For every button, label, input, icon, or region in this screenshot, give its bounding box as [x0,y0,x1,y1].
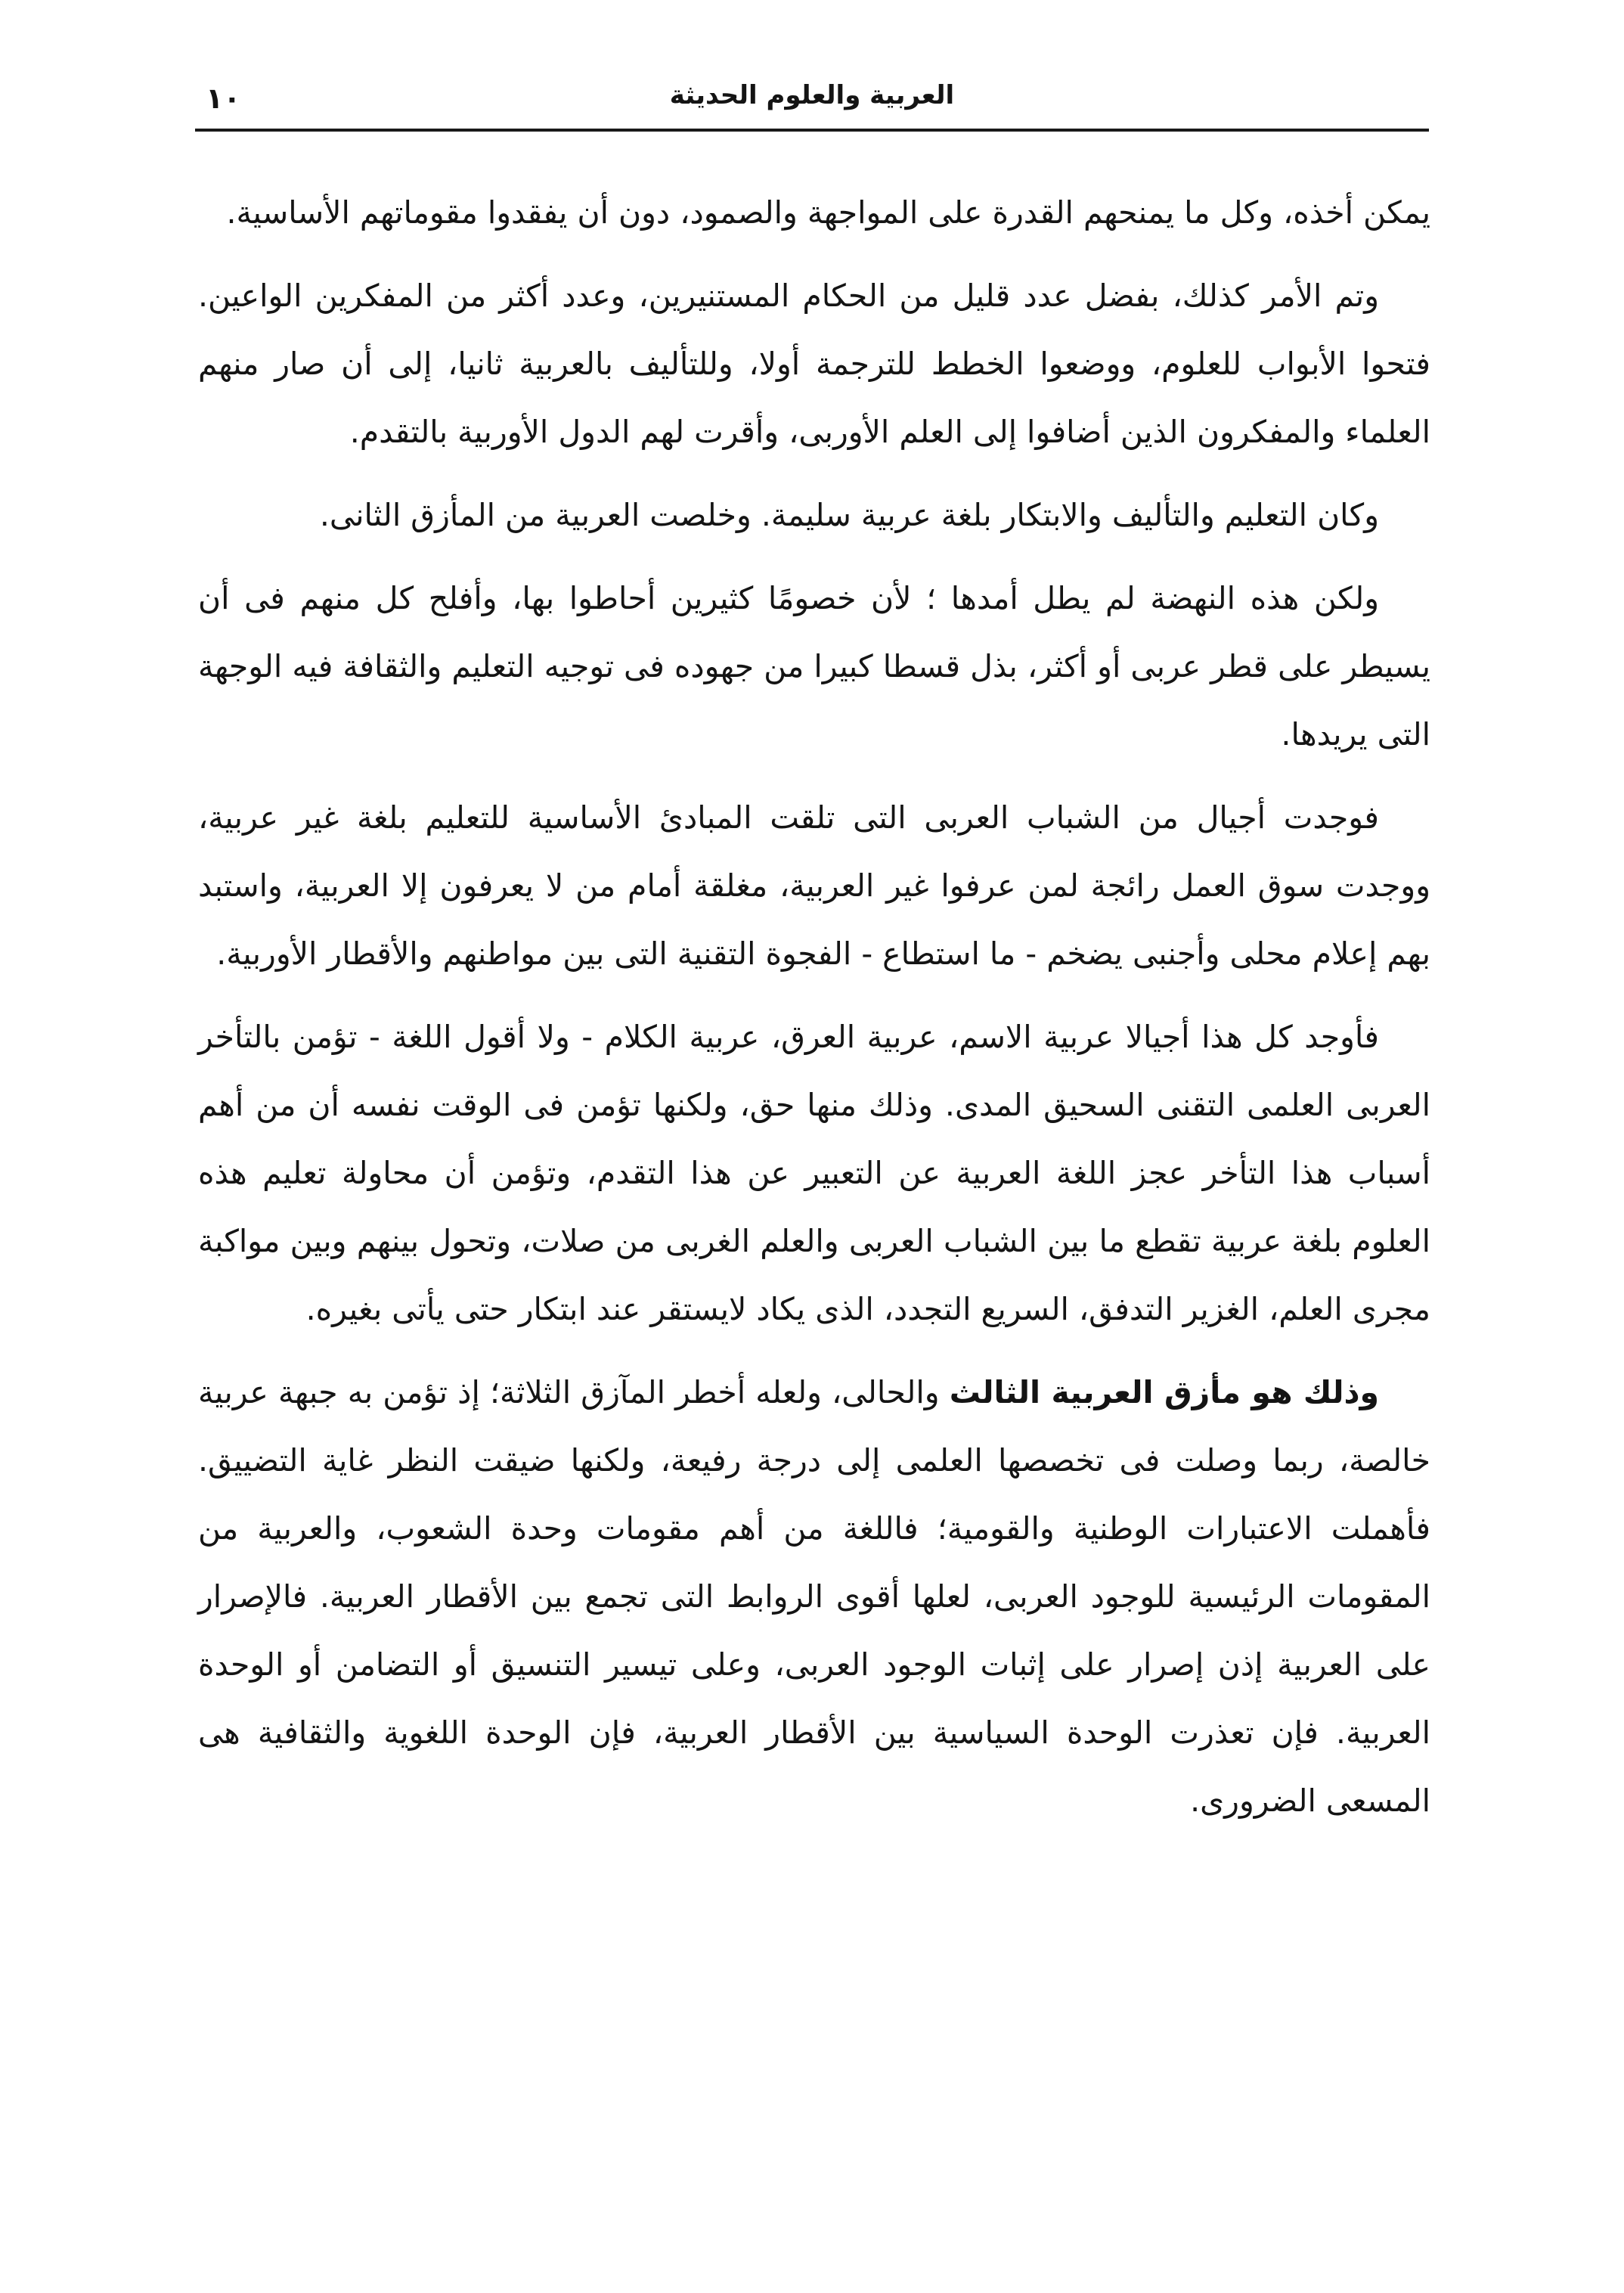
paragraph-5: فوجدت أجيال من الشباب العربى التى تلقت المبادئ الأساسية للتعليم بلغة غير عربية، ووجدت سوق العمل رائجة لمن عرفوا غير العربية، مغلقة أمام من لا يعرفون إلا العربية، واستبد بهم إعلام محلى وأجنبى يضخم - ما استطاع - الفجوة التقنية التى بين مواطنهم والأقطار الأوربية. [198,799,1430,972]
paragraph-7-lead: وذلك هو مأزق العربية الثالث [949,1374,1379,1410]
page-header [195,79,1429,124]
paragraph-1: يمكن أخذه، وكل ما يمنحهم القدرة على المواجهة والصمود، دون أن يفقدوا مقوماتهم الأساسية. [226,194,1430,231]
header-rule [195,129,1429,132]
paragraph-4: ولكن هذه النهضة لم يطل أمدها ؛ لأن خصومًا كثيرين أحاطوا بها، وأفلح كل منهم فى أن يسيطر على قطر عربى أو أكثر، بذل قسطا كبيرا من جهوده فى توجيه التعليم والثقافة فيه الوجهة التى يريدها. [198,580,1430,752]
running-title: العربية والعلوم الحديثة [669,80,955,110]
paragraph-7-text: والحالى، ولعله أخطر المآزق الثلاثة؛ إذ تؤمن به جبهة عربية خالصة، ربما وصلت فى تخصصها العلمى إلى درجة رفيعة، ولكنها ضيقت النظر غاية التضييق. فأهملت الاعتبارات الوطنية والقومية؛ فاللغة من أهم مقومات وحدة الشعوب، والعربية من المقومات الرئيسية للوجود العربى، لعلها أقوى الروابط التى تجمع بين الأقطار العربية. فالإصرار على العربية إذن إصرار على إثبات الوجود العربى، وعلى تيسير التنسيق أو التضامن أو الوحدة العربية. فإن تعذرت الوحدة السياسية بين الأقطار العربية، فإن الوحدة اللغوية والثقافية هى المسعى الضرورى. [198,1374,1430,1819]
paragraph-3: وكان التعليم والتأليف والابتكار بلغة عربية سليمة. وخلصت العربية من المأزق الثانى. [319,497,1379,533]
page-number: ١٠ [206,82,241,115]
paragraph-7 [198,1358,1430,1835]
paragraph-2: وتم الأمر كذلك، بفضل عدد قليل من الحكام المستنيرين، وعدد أكثر من المفكرين الواعين. فتحوا الأبواب للعلوم، ووضعوا الخطط للترجمة أولا، وللتأليف بالعربية ثانيا، إلى أن صار منهم العلماء والمفكرون الذين أضافوا إلى العلم الأوربى، وأقرت لهم الدول الأوربية بالتقدم. [198,278,1430,450]
body-text [198,178,1430,1835]
paragraph-6: فأوجد كل هذا أجيالا عربية الاسم، عربية العرق، عربية الكلام - ولا أقول اللغة - تؤمن بالتأخر العربى العلمى التقنى السحيق المدى. وذلك منها حق، ولكنها تؤمن فى الوقت نفسه أن من أهم أسباب هذا التأخر عجز اللغة العربية عن التعبير عن هذا التقدم، وتؤمن أن محاولة تعليم هذه العلوم بلغة عربية تقطع ما بين الشباب العربى والعلم الغربى من صلات، وتحول بينهم وبين مواكبة مجرى العلم، الغزير التدفق، السريع التجدد، الذى يكاد لايستقر عند ابتكار حتى يأتى بغيره. [198,1019,1430,1327]
